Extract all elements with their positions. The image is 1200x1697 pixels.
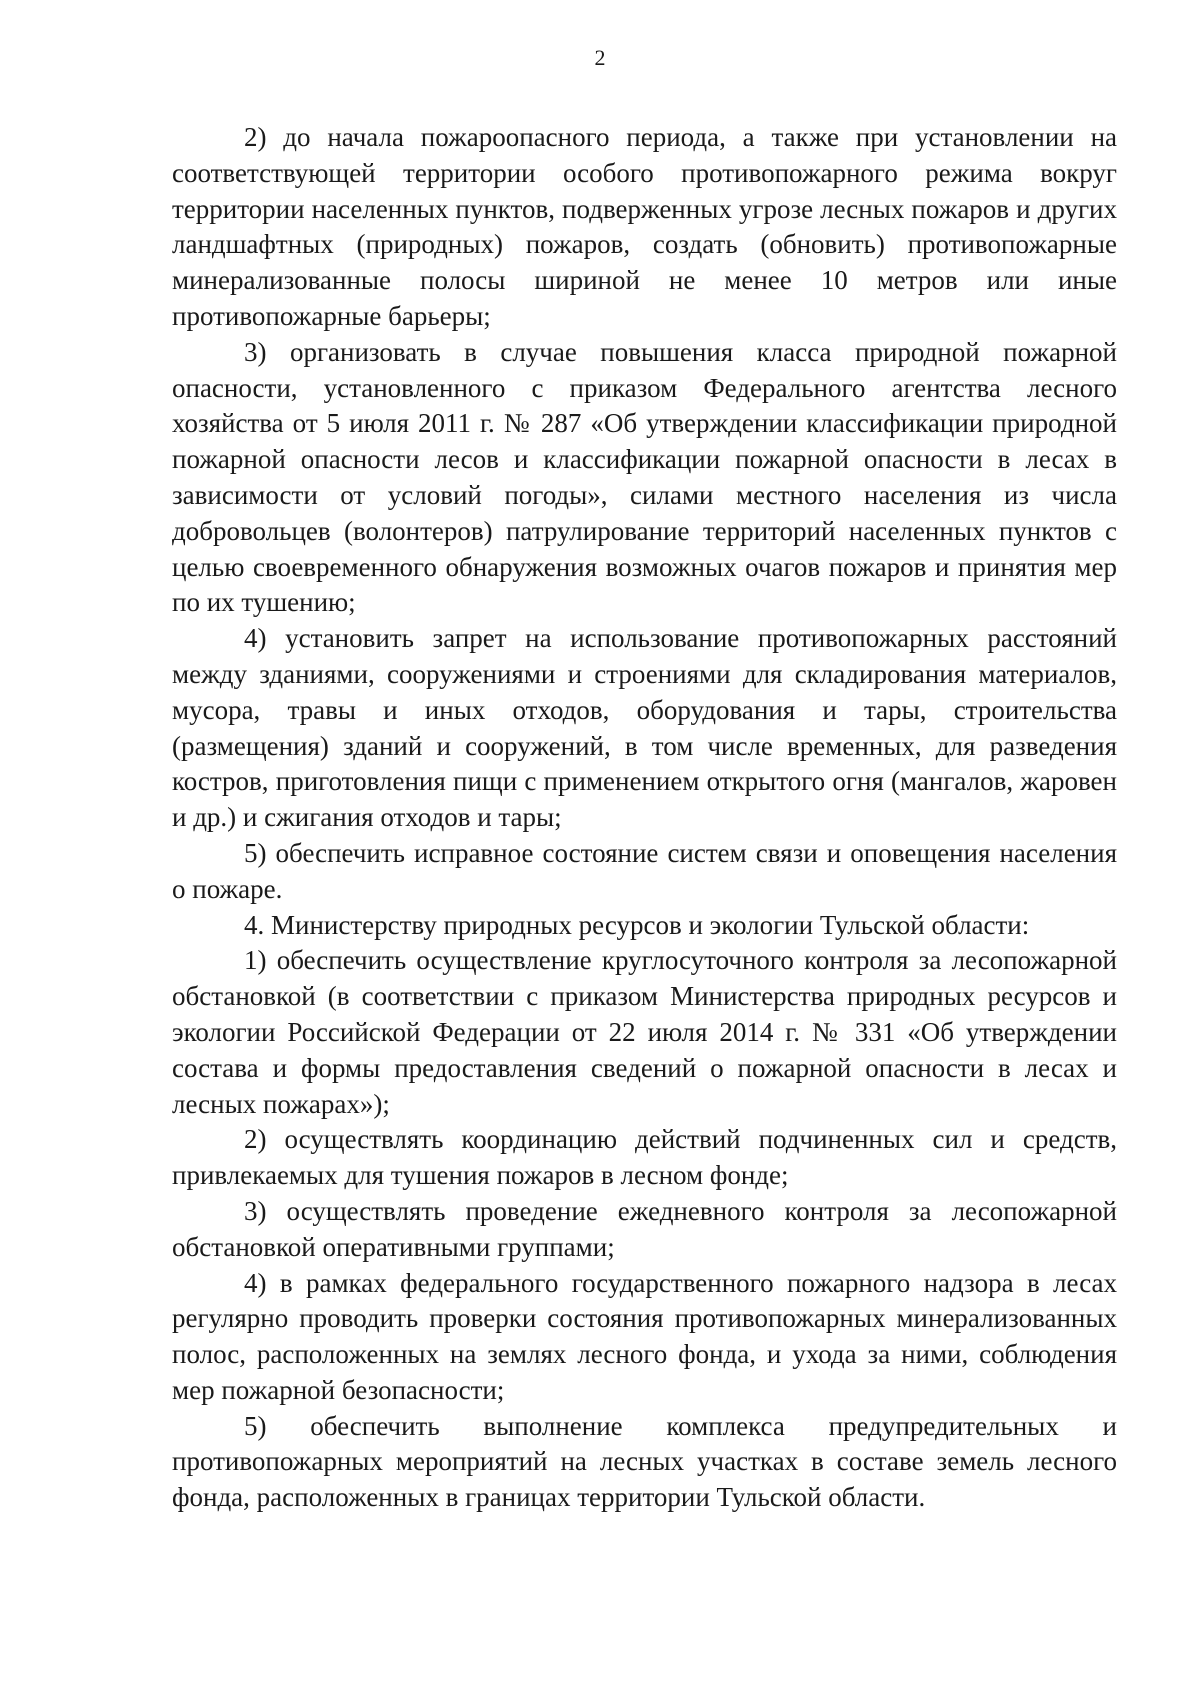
paragraph-item-4: 4) установить запрет на использование противопожарных расстояний между зданиями, сооружениями и строениями для складирования материалов, мусора, травы и иных отходов, оборудования и тары, строительства (размещения) зданий и сооружений, в том числе временных, для разведения костров, приготовления пищи с применением открытого огня (мангалов, жаровен и др.) и сжигания отходов и тары;: [172, 623, 1117, 833]
section-4-item-3: 3) осуществлять проведение ежедневного контроля за лесопожарной обстановкой оперативными группами;: [172, 1195, 1117, 1262]
section-4-item-5: 5) обеспечить выполнение комплекса предупредительных и противопожарных мероприятий на лесных участках в составе земель лесного фонда, расположенных в границах территории Тульской области.: [172, 1410, 1117, 1513]
page-number: 2: [594, 45, 606, 70]
paragraph-item-3: 3) организовать в случае повышения класса природной пожарной опасности, установленного с приказом Федерального агентства лесного хозяйства от 5 июля 2011 г. № 287 «Об утверждении классификации природной пожарной опасности лесов и классификации пожарной опасности в лесах в зависимости от условий погоды», силами местного населения из числа добровольцев (волонтеров) патрулирование территорий населенных пунктов с целью своевременного обнаружения возможных очагов пожаров и принятия мер по их тушению;: [172, 336, 1117, 618]
section-4-heading: 4. Министерству природных ресурсов и экологии Тульской области:: [244, 909, 1030, 940]
paragraph-item-2: 2) до начала пожароопасного периода, а также при установлении на соответствующей территории особого противопожарного режима вокруг территории населенных пунктов, подверженных угрозе лесных пожаров и других ландшафтных (природных) пожаров, создать (обновить) противопожарные минерализованные полосы шириной не менее 10 метров или иные противопожарные барьеры;: [172, 122, 1117, 331]
section-4-item-4: 4) в рамках федерального государственного пожарного надзора в лесах регулярно проводить проверки состояния противопожарных минерализованных полос, расположенных на землях лесного фонда, и ухода за ними, соблюдения мер пожарной безопасности;: [172, 1267, 1117, 1405]
document-body: [172, 120, 1117, 1516]
section-4-item-2: 2) осуществлять координацию действий подчиненных сил и средств, привлекаемых для тушения пожаров в лесном фонде;: [172, 1124, 1117, 1191]
section-4-item-1: 1) обеспечить осуществление круглосуточного контроля за лесопожарной обстановкой (в соответствии с приказом Министерства природных ресурсов и экологии Российской Федерации от 22 июля 2014 г. № 331 «Об утверждении состава и формы предоставления сведений о пожарной опасности в лесах и лесных пожарах»);: [172, 945, 1117, 1119]
paragraph-item-5: 5) обеспечить исправное состояние систем связи и оповещения населения о пожаре.: [172, 837, 1117, 904]
